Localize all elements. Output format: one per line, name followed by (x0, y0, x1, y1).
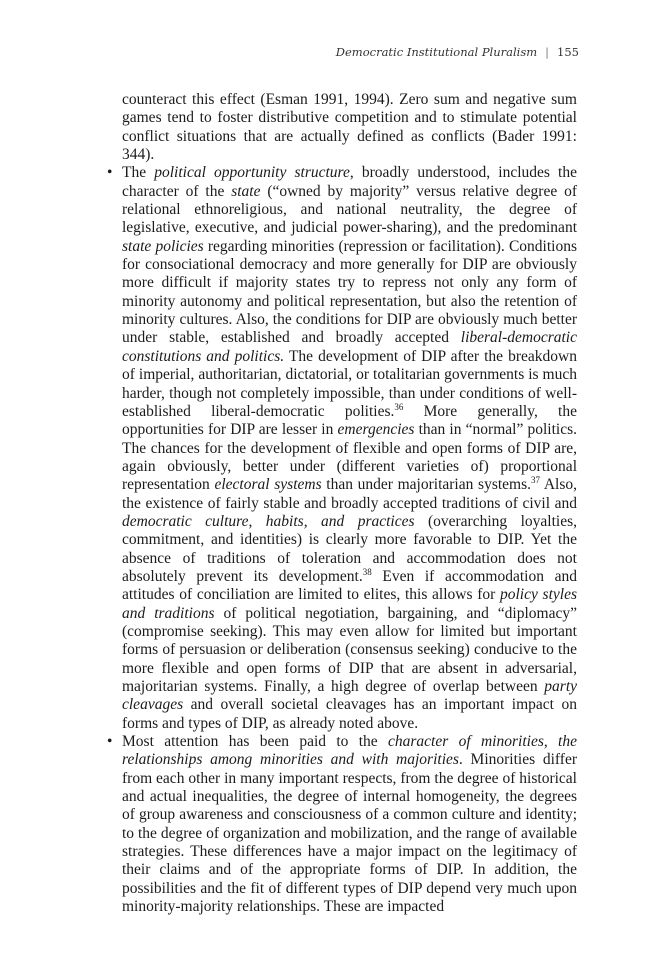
text-run: Most attention has been paid to the (122, 733, 389, 751)
text-run: than under majoritarian systems. (321, 476, 532, 494)
text-run: The (122, 164, 155, 182)
text-run: (overarching loyalties, commitment, and identities) is clearly more favorable to DIP. Yet the absence of traditions of toleration and accommodation does not absolutely prevent its development. (122, 512, 577, 585)
page-number: 155 (557, 45, 579, 59)
text-run: of political negotiation, bargaining, and “diplomacy” (compromise seeking). This may even allow for limited but important forms of persuasion or deliberation (consensus seeking) conducive to the more flexible and open forms of DIP that are absent in adversarial, majoritarian systems. Finally, a high degree of overlap between (122, 604, 577, 695)
running-head-title: Democratic Institutional Pluralism (335, 45, 538, 59)
italic-term: liberal-democratic constitutions and politics. (122, 329, 577, 365)
footnote-marker: 36 (394, 401, 404, 412)
italic-term: electoral systems (214, 476, 322, 494)
italic-term: party cleavages (122, 678, 577, 714)
italic-term: state policies (122, 237, 204, 255)
bullet-list (106, 164, 577, 916)
italic-term: emergencies (337, 421, 415, 439)
bullet-icon: • (107, 164, 113, 182)
text-run: regarding minorities (repression or facilitation). Conditions for consociational democracy and more generally for DIP are obviously more difficult if majority states try to repress not only any form of minority autonomy and political representation, but also the retention of minority cultures. Also, the conditions for DIP are obviously much better under stable, established and broadly accepted (122, 237, 577, 347)
running-head-separator: | (545, 45, 550, 59)
text-run: . Minorities differ from each other in many important respects, from the degree of historical and actual inequalities, the degree of internal homogeneity, the degrees of group awareness and consciousness of a common culture and identity; to the degree of organization and mobilization, and the range of available strategies. These differences have a major impact on the legitimacy of their claims and of the appropriate forms of DIP. In addition, the possibilities and the fit of different types of DIP depend very much upon minority-majority relationships. These are impacted (122, 751, 577, 916)
italic-term: state (231, 182, 261, 200)
italic-term: character of minorities, the relationships among minorities and with majorities (122, 733, 577, 769)
italic-term: policy styles and traditions (122, 586, 577, 622)
bullet-item-political-opportunity-structure (106, 164, 577, 733)
continuation-paragraph: counteract this effect (Esman 1991, 1994). Zero sum and negative sum games tend to foster distributive competition and to stimulate potential conflict situations that are actually defined as conflicts (Bader 1991: 344). (122, 91, 577, 164)
text-run: (“owned by majority” versus relative degree of relational ethnoreligious, and national neutrality, the degree of legislative, executive, and judicial power-sharing), and the predominant (122, 182, 577, 237)
text-run: More generally, the opportunities for DIP are lesser in (122, 402, 577, 439)
italic-term: political opportunity structure (154, 164, 350, 182)
text-run: Even if accommodation and attitudes of conciliation are limited to elites, this allows for (122, 567, 577, 604)
footnote-marker: 37 (531, 475, 541, 486)
body-text (106, 91, 577, 916)
footnote-marker: 38 (362, 566, 372, 577)
text-run: than in “normal” politics. The chances for the development of flexible and open forms of DIP are, again obviously, better under (different varieties of) proportional representation (122, 421, 577, 494)
bullet-icon: • (107, 733, 113, 751)
italic-term: democratic culture, habits, and practices (122, 512, 415, 530)
text-run: Also, the existence of fairly stable and broadly accepted traditions of civil and (122, 476, 577, 512)
text-run: and overall societal cleavages has an important impact on forms and types of DIP, as already noted above. (122, 696, 577, 732)
text-run: , broadly understood, includes the character of the (122, 164, 577, 200)
bullet-item-character-of-minorities (106, 733, 577, 916)
text-run: The development of DIP after the breakdown of imperial, authoritarian, dictatorial, or totalitarian governments is much harder, though not completely impossible, than under conditions of well-established liberal-democratic polities. (122, 347, 577, 420)
running-head (336, 45, 579, 59)
